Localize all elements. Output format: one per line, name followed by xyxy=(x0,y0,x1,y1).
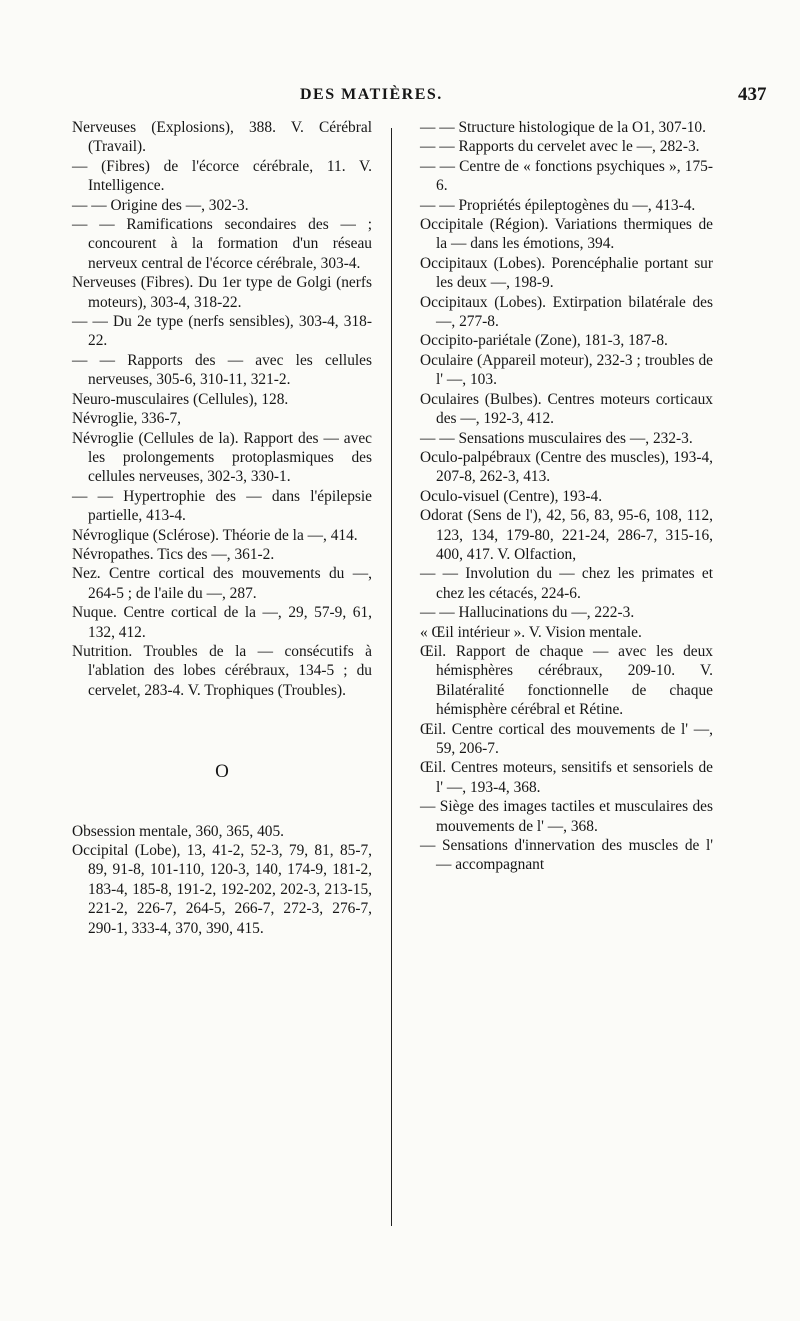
index-entry: Œil. Centres moteurs, sensitifs et sensoriels de l' —, 193-4, 368. xyxy=(420,759,713,796)
index-entry: Œil. Centre cortical des mouvements de l' —, 59, 206-7. xyxy=(420,720,713,757)
index-entry: Nuque. Centre cortical de la —, 29, 57-9, 61, 132, 412. xyxy=(72,604,372,641)
index-entry: — — Sensations musculaires des —, 232-3. xyxy=(420,429,693,447)
index-entry: Oculo-palpébraux (Centre des muscles), 193-4, 207-8, 262-3, 413. xyxy=(420,448,713,486)
index-entry: — — Propriétés épileptogènes du —, 413-4. xyxy=(420,196,696,214)
index-entry: Œil. Rapport de chaque — avec les deux hémisphères cérébraux, 209-10. V. Bilatéralité fonctionnelle de chaque hémisphère cérébral et Rétine. xyxy=(420,642,713,719)
column-divider xyxy=(391,128,392,1226)
index-entry: — — Rapports du cervelet avec le —, 282-3. xyxy=(420,138,700,156)
index-entry: — Siège des images tactiles et musculaires des mouvements de l' —, 368. xyxy=(420,798,713,835)
index-entry: — — Centre de « fonctions psychiques », 175-6. xyxy=(420,157,713,195)
running-head xyxy=(0,86,800,110)
index-entry: Occipito-pariétale (Zone), 181-3, 187-8. xyxy=(420,332,668,350)
left-column xyxy=(72,118,372,938)
index-entry: — — Involution du — chez les primates et chez les cétacés, 224-6. xyxy=(420,565,713,602)
index-entry: Neuro-musculaires (Cellules), 128. xyxy=(72,390,289,408)
index-entry: — — Origine des —, 302-3. xyxy=(72,196,249,214)
index-entry: — — Hypertrophie des — dans l'épilepsie partielle, 413-4. xyxy=(72,487,372,525)
index-entry: Nerveuses (Explosions), 388. V. Cérébral (Travail). xyxy=(72,119,372,156)
right-entries xyxy=(420,118,713,875)
section-letter: O xyxy=(215,761,229,783)
index-entry: Occipital (Lobe), 13, 41-2, 52-3, 79, 81, 85-7, 89, 91-8, 101-110, 120-3, 140, 174-9, 181-2, 183-4, 185-8, 191-2, 192-202, 202-3, 213-15, 221-2, 226-7, 264-5, 266-7, 272-3, 276-7, 290-1, 333-4, 370, 390, 415. xyxy=(72,842,372,937)
index-entry: « Œil intérieur ». V. Vision mentale. xyxy=(420,623,642,641)
running-title: DES MATIÈRES. xyxy=(300,86,443,103)
index-entry: — Sensations d'innervation des muscles de l' — accompagnant xyxy=(420,837,713,874)
index-entry: — — Rapports des — avec les cellules nerveuses, 305-6, 310-11, 321-2. xyxy=(72,351,372,389)
index-entry: Oculaires (Bulbes). Centres moteurs corticaux des —, 192-3, 412. xyxy=(420,390,713,428)
index-entry: Névroglique (Sclérose). Théorie de la —, 414. xyxy=(72,526,358,544)
left-entries-o xyxy=(72,822,372,938)
right-column xyxy=(420,118,713,875)
index-entry: Occipitale (Région). Variations thermiques de la — dans les émotions, 394. xyxy=(420,216,713,253)
index-entry: — — Du 2e type (nerfs sensibles), 303-4, 318-22. xyxy=(72,313,372,350)
left-entries-n xyxy=(72,118,372,700)
index-entry: Nerveuses (Fibres). Du 1er type de Golgi (nerfs moteurs), 303-4, 318-22. xyxy=(72,274,372,311)
index-entry: Névroglie (Cellules de la). Rapport des — avec les prolongements protoplasmiques des cellules nerveuses, 302-3, 330-1. xyxy=(72,429,372,486)
index-entry: — — Structure histologique de la O1, 307-10. xyxy=(420,119,706,136)
index-entry: Occipitaux (Lobes). Porencéphalie portant sur les deux —, 198-9. xyxy=(420,254,713,292)
index-entry: Obsession mentale, 360, 365, 405. xyxy=(72,822,285,840)
page-number: 437 xyxy=(738,84,767,105)
index-entry: Oculo-visuel (Centre), 193-4. xyxy=(420,487,603,505)
index-entry: Nutrition. Troubles de la — consécutifs à l'ablation des lobes cérébraux, 134-5 ; du cervelet, 283-4. V. Trophiques (Troubles). xyxy=(72,642,372,699)
index-entry: Oculaire (Appareil moteur), 232-3 ; troubles de l' —, 103. xyxy=(420,351,713,389)
index-entry: Névroglie, 336-7, xyxy=(72,410,181,428)
index-entry: — — Hallucinations du —, 222-3. xyxy=(420,604,635,622)
index-entry: Odorat (Sens de l'), 42, 56, 83, 95-6, 108, 112, 123, 134, 179-80, 221-24, 286-7, 315-16, 400, 417. V. Olfaction, xyxy=(420,507,713,563)
index-entry: Nez. Centre cortical des mouvements du —, 264-5 ; de l'aile du —, 287. xyxy=(72,565,372,602)
index-entry: — (Fibres) de l'écorce cérébrale, 11. V. Intelligence. xyxy=(72,157,372,195)
index-entry: Occipitaux (Lobes). Extirpation bilatérale des —, 277-8. xyxy=(420,293,713,331)
index-entry: Névropathes. Tics des —, 361-2. xyxy=(72,545,275,563)
index-entry: — — Ramifications secondaires des — ; concourent à la formation d'un réseau nerveux central de l'écorce cérébrale, 303-4. xyxy=(72,216,372,272)
